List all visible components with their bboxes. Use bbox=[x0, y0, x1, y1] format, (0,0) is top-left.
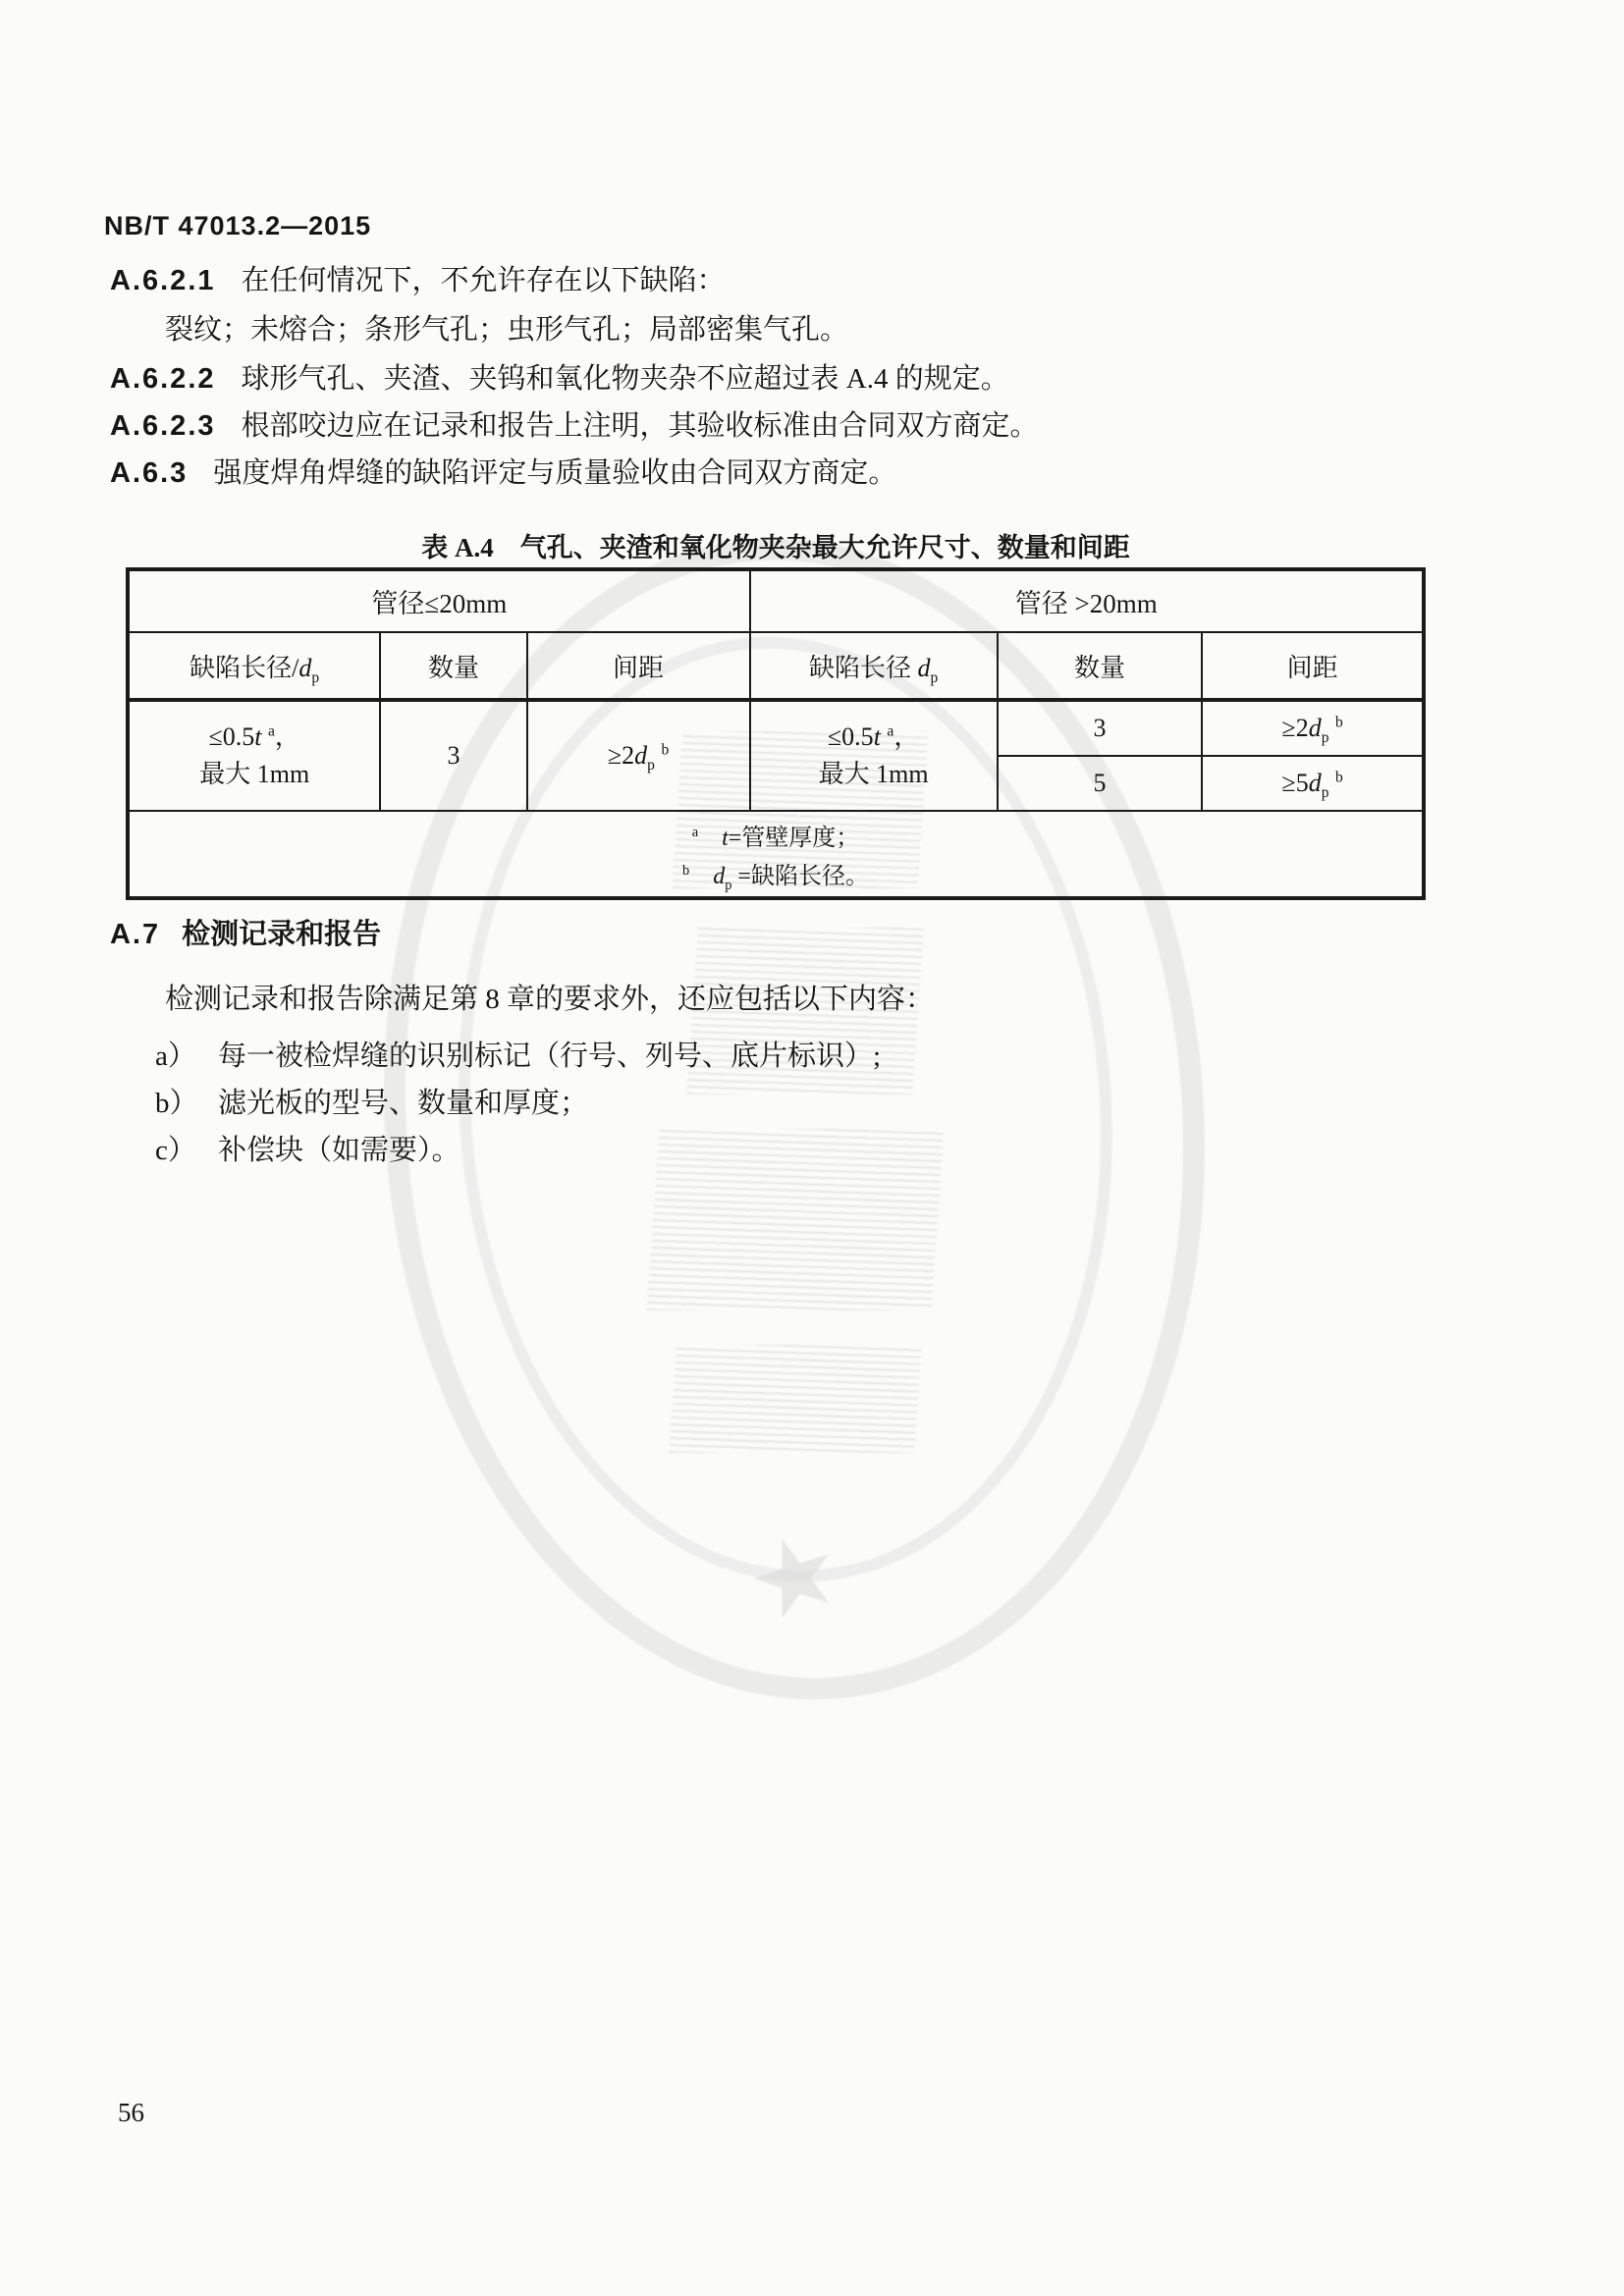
clause-a622 bbox=[110, 361, 1009, 397]
column-header-qty-left: 数量 bbox=[380, 632, 526, 700]
list-item bbox=[155, 1086, 588, 1121]
column-header-spacing-right: 间距 bbox=[1202, 632, 1424, 700]
clause-a621 bbox=[110, 263, 726, 298]
cell-qty-right-1: 3 bbox=[998, 700, 1203, 756]
section-number: A.7 bbox=[110, 919, 161, 950]
column-header-qty-right: 数量 bbox=[998, 632, 1203, 700]
clause-text: 在任何情况下，不允许存在以下缺陷： bbox=[241, 265, 726, 296]
table-caption: 表 A.4 气孔、夹渣和氧化物夹杂最大允许尺寸、数量和间距 bbox=[421, 533, 1130, 562]
clause-text: 强度焊角焊缝的缺陷评定与质量验收由合同双方商定。 bbox=[213, 457, 897, 489]
watermark-texture-band bbox=[669, 1345, 922, 1453]
group-header-le20: 管径≤20mm bbox=[128, 569, 750, 632]
star-icon: ★ bbox=[731, 1505, 857, 1648]
clause-a623 bbox=[110, 408, 1039, 444]
footnote-b: $^b$ $d_p$ =缺陷长径。 bbox=[682, 863, 869, 893]
watermark-texture-band bbox=[647, 1129, 945, 1310]
clause-a621-defect-list: 裂纹；未熔合；条形气孔；虫形气孔；局部密集气孔。 bbox=[165, 314, 849, 346]
footnote-a: $^a$ t=管壁厚度； bbox=[691, 825, 860, 851]
list-item bbox=[155, 1133, 460, 1168]
table-row bbox=[128, 632, 1424, 700]
section-a7-heading bbox=[110, 917, 381, 952]
a7-intro-paragraph: 检测记录和报告除满足第 8 章的要求外，还应包括以下内容： bbox=[165, 984, 935, 1015]
cell-defect-size-right: ≤0.5t $^a$， 最大 1mm bbox=[750, 700, 998, 811]
page-number: 56 bbox=[118, 2098, 144, 2127]
table-footnotes bbox=[128, 811, 1424, 898]
table-row bbox=[128, 811, 1424, 898]
list-item-text: 补偿块（如需要）。 bbox=[218, 1135, 460, 1166]
list-item bbox=[155, 1039, 881, 1074]
table-a4 bbox=[126, 567, 1426, 900]
cell-spacing-left: $\ge 2d_p$ $^b$ bbox=[527, 700, 750, 811]
clause-text: 球形气孔、夹渣、夹钨和氧化物夹杂不应超过表 A.4 的规定。 bbox=[241, 363, 1009, 395]
clause-number: A.6.3 bbox=[110, 457, 189, 489]
section-title: 检测记录和报告 bbox=[182, 919, 382, 950]
clause-a63 bbox=[110, 455, 896, 491]
clause-number: A.6.2.2 bbox=[110, 363, 216, 395]
list-item-label: b） bbox=[155, 1088, 198, 1119]
cell-qty-right-2: 5 bbox=[998, 756, 1203, 811]
group-header-gt20: 管径 >20mm bbox=[750, 569, 1424, 632]
document-number-header: NB/T 47013.2—2015 bbox=[104, 211, 372, 240]
column-header-defect-right: 缺陷长径 $d_p$ bbox=[750, 632, 998, 700]
cell-defect-size-left: ≤0.5t $^a$， 最大 1mm bbox=[128, 700, 380, 811]
clause-text: 根部咬边应在记录和报告上注明，其验收标准由合同双方商定。 bbox=[241, 410, 1039, 442]
table-row bbox=[128, 700, 1424, 756]
cell-qty-left: 3 bbox=[380, 700, 526, 811]
list-item-label: c） bbox=[155, 1135, 196, 1166]
list-item-text: 每一被检焊缝的识别标记（行号、列号、底片标识）; bbox=[218, 1041, 882, 1072]
column-header-defect-left: 缺陷长径$/d_p$ bbox=[128, 632, 380, 700]
list-item-text: 滤光板的型号、数量和厚度； bbox=[218, 1088, 589, 1119]
cell-spacing-right-1: $\ge 2d_p$ $^b$ bbox=[1202, 700, 1424, 756]
clause-number: A.6.2.3 bbox=[110, 410, 216, 442]
cell-spacing-right-2: $\ge 5d_p$ $^b$ bbox=[1202, 756, 1424, 811]
list-item-label: a） bbox=[155, 1041, 196, 1072]
column-header-spacing-left: 间距 bbox=[527, 632, 750, 700]
clause-number: A.6.2.1 bbox=[110, 265, 216, 296]
table-row bbox=[128, 569, 1424, 632]
